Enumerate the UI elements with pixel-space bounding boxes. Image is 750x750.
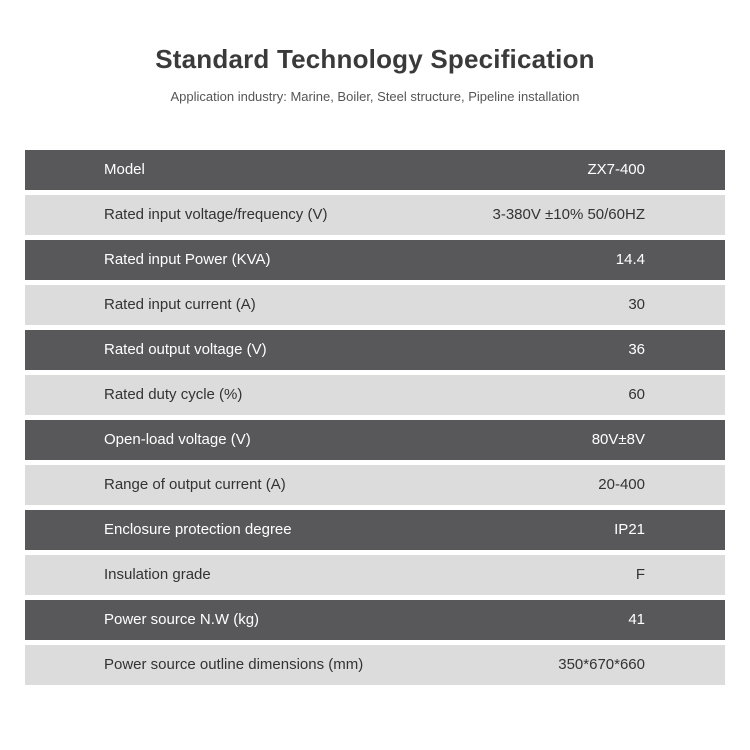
spec-label: Open-load voltage (V) bbox=[104, 431, 251, 448]
spec-label: Power source outline dimensions (mm) bbox=[104, 656, 364, 673]
spec-label: Range of output current (A) bbox=[104, 476, 286, 493]
spec-value: IP21 bbox=[614, 521, 645, 538]
spec-row-model bbox=[25, 150, 725, 190]
spec-value: 80V±8V bbox=[591, 431, 645, 448]
spec-row-enclosure-protection bbox=[25, 510, 725, 550]
spec-label: Power source N.W (kg) bbox=[104, 611, 260, 628]
spec-label: Rated input current (A) bbox=[104, 296, 256, 313]
spec-value: ZX7-400 bbox=[587, 161, 645, 178]
page-title: Standard Technology Specification bbox=[155, 44, 595, 74]
spec-row-output-current-range bbox=[25, 465, 725, 505]
spec-label: Insulation grade bbox=[104, 566, 211, 583]
spec-row-outline-dimensions bbox=[25, 645, 725, 685]
spec-row-input-power bbox=[25, 240, 725, 280]
spec-row-input-current bbox=[25, 285, 725, 325]
spec-row-net-weight bbox=[25, 600, 725, 640]
spec-label: Rated duty cycle (%) bbox=[104, 386, 243, 403]
spec-value: 20-400 bbox=[598, 476, 645, 493]
spec-value: 350*670*660 bbox=[558, 656, 645, 673]
spec-row-duty-cycle bbox=[25, 375, 725, 415]
spec-value: 36 bbox=[628, 341, 645, 358]
spec-label: Rated output voltage (V) bbox=[104, 341, 267, 358]
spec-label: Model bbox=[104, 161, 145, 178]
spec-row-open-load-voltage bbox=[25, 420, 725, 460]
spec-value: 60 bbox=[628, 386, 645, 403]
spec-row-insulation-grade bbox=[25, 555, 725, 595]
spec-row-input-voltage bbox=[25, 195, 725, 235]
page-subtitle: Application industry: Marine, Boiler, Steel structure, Pipeline installation bbox=[170, 89, 580, 104]
spec-value: 30 bbox=[628, 296, 645, 313]
spec-value: 41 bbox=[628, 611, 645, 628]
spec-label: Rated input Power (KVA) bbox=[104, 251, 271, 268]
spec-row-output-voltage bbox=[25, 330, 725, 370]
spec-label: Enclosure protection degree bbox=[104, 521, 292, 538]
spec-value: F bbox=[635, 566, 645, 583]
spec-value: 3-380V ±10% 50/60HZ bbox=[492, 206, 645, 223]
spec-table bbox=[25, 150, 725, 690]
spec-value: 14.4 bbox=[615, 251, 645, 268]
spec-label: Rated input voltage/frequency (V) bbox=[104, 206, 328, 223]
